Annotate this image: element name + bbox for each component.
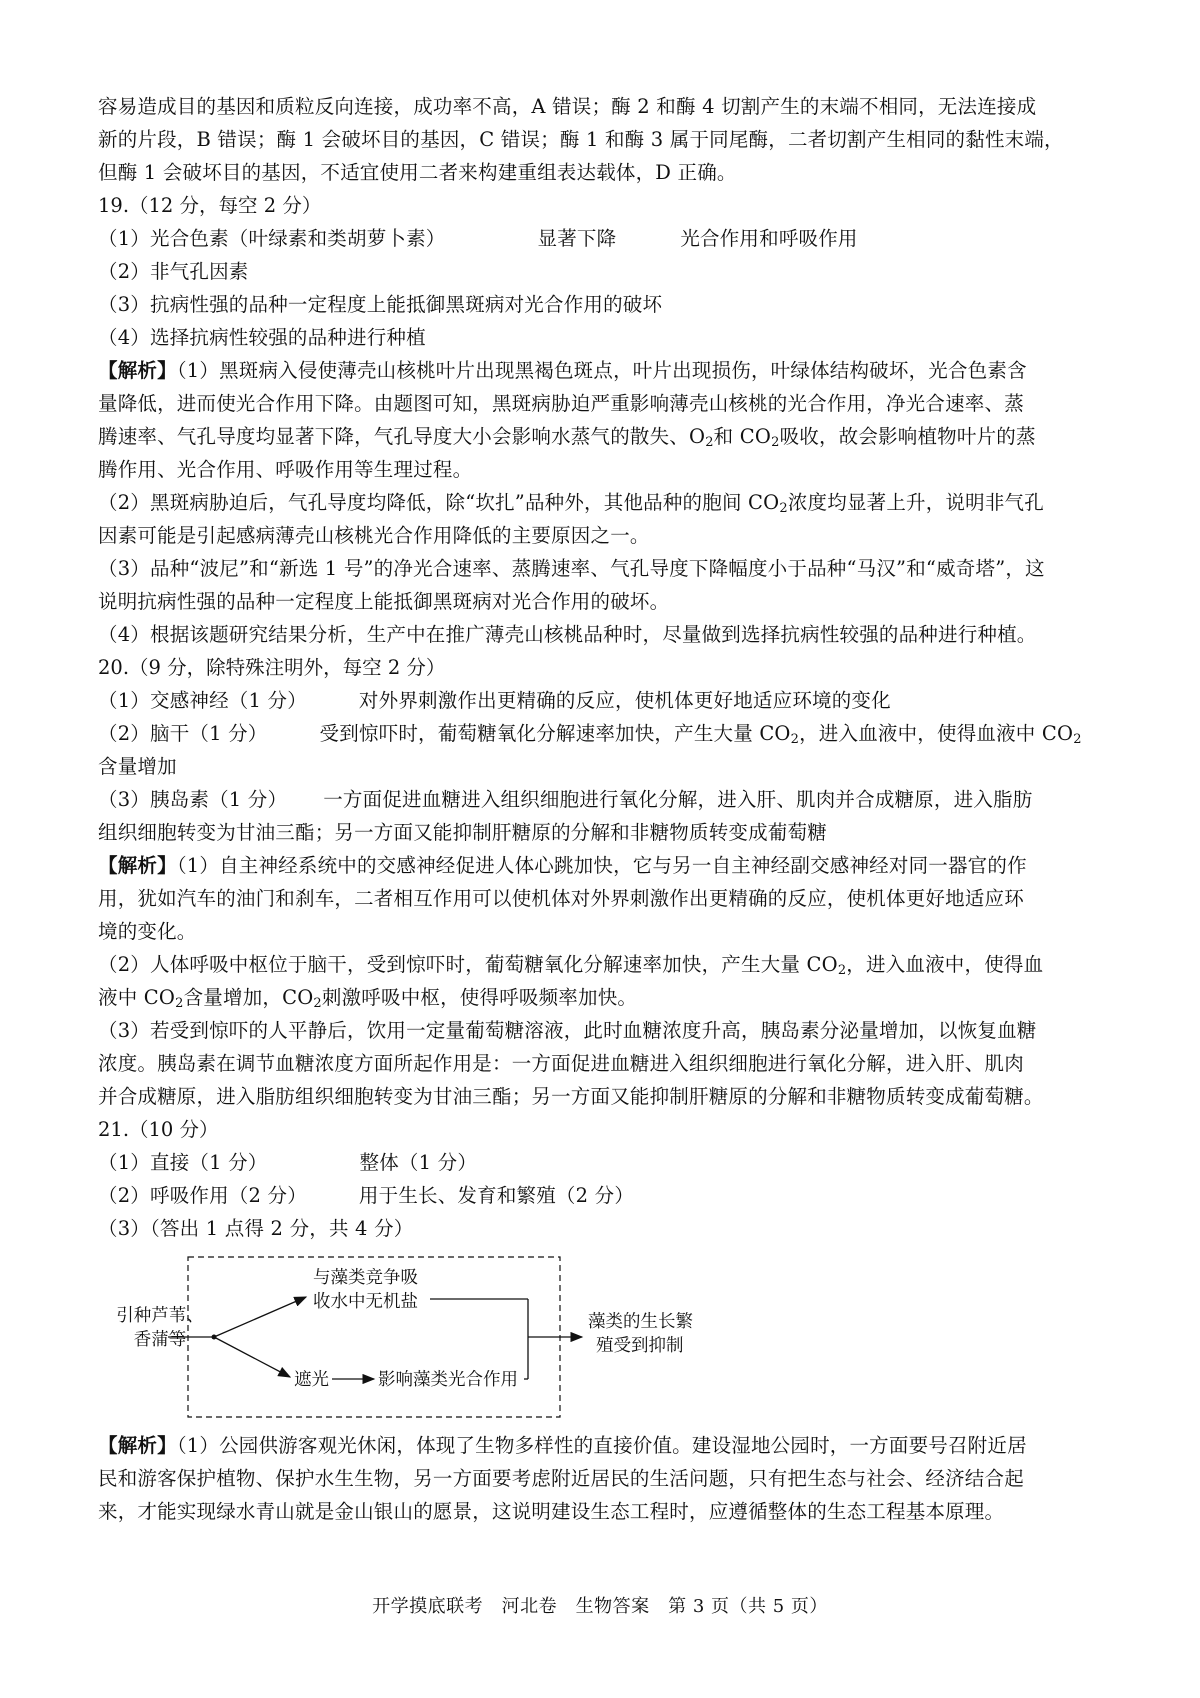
q21-answer-2: （2）呼吸作用（2 分） 用于生长、发育和繁殖（2 分） <box>98 1184 635 1207</box>
text-line: 量降低，进而使光合作用下降。由题图可知，黑斑病胁迫严重影响薄壳山核桃的光合作用，净光合速率、蒸 <box>98 392 1024 415</box>
arrow-upper-branch <box>214 1297 306 1337</box>
text-line: （3）品种“波尼”和“新选 1 号”的净光合速率、蒸腾速率、气孔导度下降幅度小于品种“马汉”和“威奇塔”，这 <box>98 557 1045 580</box>
text-line: 含量增加 <box>98 755 177 778</box>
text-line: （2）人体呼吸中枢位于脑干，受到惊吓时，葡萄糖氧化分解速率加快，产生大量 $CO_2$，进入血液中，使得血 <box>98 953 1044 978</box>
text-line: 民和游客保护植物、保护水生生物，另一方面要考虑附近居民的生活问题，只有把生态与社会、经济结合起 <box>98 1467 1024 1490</box>
text-line: 组织细胞转变为甘油三酯；另一方面又能抑制肝糖原的分解和非糖物质转变成葡萄糖 <box>98 821 827 844</box>
node-shading: 遮光 <box>294 1370 329 1390</box>
text-line: 液中 $CO_2$含量增加，$CO_2$刺激呼吸中枢，使得呼吸频率加快。 <box>98 986 638 1011</box>
q20-answer-3: （3）胰岛素（1 分） 一方面促进血糖进入组织细胞进行氧化分解，进入肝、肌肉并合成糖原，进入脂肪 <box>98 788 1033 811</box>
node-algae-inhibited-line1: 藻类的生长繁 <box>588 1312 693 1332</box>
node-compete-line1: 与藻类竞争吸 <box>313 1268 418 1288</box>
text-line: 但酶 1 会破坏目的基因，不适宜使用二者来构建重组表达载体，D 正确。 <box>98 161 737 184</box>
q19-answer-3: （3）抗病性强的品种一定程度上能抵御黑斑病对光合作用的破坏 <box>98 293 663 316</box>
q20-explanation: 【解析】（1）自主神经系统中的交感神经促进人体心跳加快，它与另一自主神经副交感神经对同一器官的作 <box>98 854 1027 877</box>
q21-answer-1: （1）直接（1 分） 整体（1 分） <box>98 1151 478 1174</box>
page-footer: 开学摸底联考 河北卷 生物答案 第 3 页（共 5 页） <box>372 1596 828 1617</box>
question-19-heading: 19.（12 分，每空 2 分） <box>98 194 322 217</box>
text-line: 因素可能是引起感病薄壳山核桃光合作用降低的主要原因之一。 <box>98 524 650 547</box>
text-line: 腾速率、气孔导度均显著下降，气孔导度大小会影响水蒸气的散失、$O_2$和 $CO_2$吸收，故会影响植物叶片的蒸 <box>98 425 1036 450</box>
q21-explanation: 【解析】（1）公园供游客观光休闲，体现了生物多样性的直接价值。建设湿地公园时，一方面要号召附近居 <box>98 1434 1027 1457</box>
question-20-heading: 20.（9 分，除特殊注明外，每空 2 分） <box>98 656 446 679</box>
jiexi-tag: 【解析】 <box>98 854 177 877</box>
q21-answer-3: （3）（答出 1 点得 2 分，共 4 分） <box>98 1217 414 1240</box>
node-introduce-plants-line1: 引种芦苇、 <box>116 1306 204 1326</box>
text-line: 浓度。胰岛素在调节血糖浓度方面所起作用是：一方面促进血糖进入组织细胞进行氧化分解，进入肝、肌肉 <box>98 1052 1024 1075</box>
text-line: 容易造成目的基因和质粒反向连接，成功率不高，A 错误；酶 2 和酶 4 切割产生的末端不相同，无法连接成 <box>98 95 1037 118</box>
text-line: 来，才能实现绿水青山就是金山银山的愿景，这说明建设生态工程时，应遵循整体的生态工程基本原理。 <box>98 1500 1005 1523</box>
jiexi-tag: 【解析】 <box>98 1434 177 1457</box>
node-compete-line2: 收水中无机盐 <box>313 1292 418 1312</box>
node-algae-inhibited-line2: 殖受到抑制 <box>596 1336 684 1356</box>
text-line: （2）黑斑病胁迫后，气孔导度均降低，除“坎扎”品种外，其他品种的胞间 $CO_2$浓度均显著上升，说明非气孔 <box>98 491 1044 516</box>
q19-answer-4: （4）选择抗病性较强的品种进行种植 <box>98 326 426 349</box>
answer-page-content <box>98 90 1108 1528</box>
text-line: 说明抗病性强的品种一定程度上能抵御黑斑病对光合作用的破坏。 <box>98 590 670 613</box>
node-introduce-plants-line2: 香蒲等 <box>133 1330 187 1350</box>
text-line: 并合成糖原，进入脂肪组织细胞转变为甘油三酯；另一方面又能抑制肝糖原的分解和非糖物质转变成葡萄糖。 <box>98 1085 1044 1108</box>
q20-answer-1: （1）交感神经（1 分） 对外界刺激作出更精确的反应，使机体更好地适应环境的变化 <box>98 689 891 712</box>
text-line: 境的变化。 <box>98 920 197 943</box>
node-affect-photosynthesis: 影响藻类光合作用 <box>378 1370 518 1390</box>
text-line: 新的片段，B 错误；酶 1 会破坏目的基因，C 错误；酶 1 和酶 3 属于同尾酶，二者切割产生相同的黏性末端， <box>98 128 1064 151</box>
jiexi-tag: 【解析】 <box>98 359 177 382</box>
q19-answer-2: （2）非气孔因素 <box>98 260 249 283</box>
ecology-flow-diagram <box>98 1249 1108 1427</box>
q19-answer-1: （1）光合色素（叶绿素和类胡萝卜素） 显著下降 光合作用和呼吸作用 <box>98 227 858 250</box>
flow-diagram-svg <box>98 1249 1108 1427</box>
text-line: （4）根据该题研究结果分析，生产中在推广薄壳山核桃品种时，尽量做到选择抗病性较强的品种进行种植。 <box>98 623 1037 646</box>
q19-explanation: 【解析】（1）黑斑病入侵使薄壳山核桃叶片出现黑褐色斑点，叶片出现损伤，叶绿体结构破坏，光合色素含 <box>98 359 1027 382</box>
text-line: 腾作用、光合作用、呼吸作用等生理过程。 <box>98 458 473 481</box>
text-line: 用，犹如汽车的油门和刹车，二者相互作用可以使机体对外界刺激作出更精确的反应，使机体更好地适应环 <box>98 887 1024 910</box>
question-21-heading: 21.（10 分） <box>98 1118 219 1141</box>
arrow-lower-branch <box>214 1337 290 1377</box>
text-line: （3）若受到惊吓的人平静后，饮用一定量葡萄糖溶液，此时血糖浓度升高，胰岛素分泌量增加，以恢复血糖 <box>98 1019 1037 1042</box>
q20-answer-2: （2）脑干（1 分） 受到惊吓时，葡萄糖氧化分解速率加快，产生大量 $CO_2$，进入血液中，使得血液中 $CO_2$ <box>98 722 1082 747</box>
